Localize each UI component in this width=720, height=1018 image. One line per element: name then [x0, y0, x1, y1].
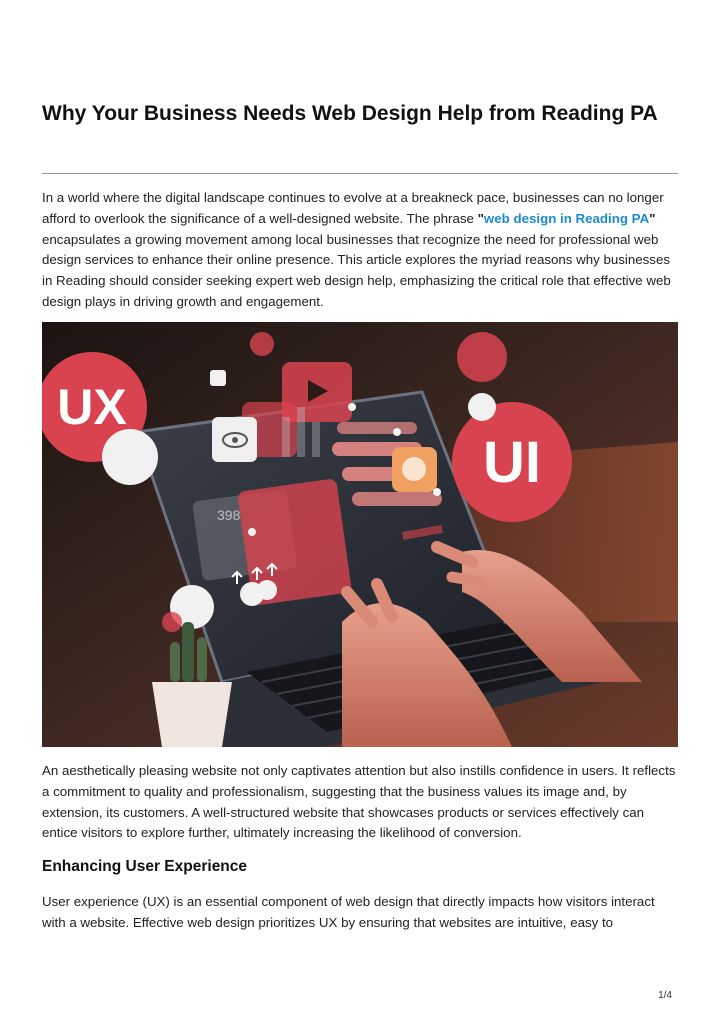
- hero-image: [42, 322, 678, 747]
- intro-text-before: In a world where the digital landscape continues to evolve at a breakneck pace, businesses can no longer afford to overlook the significance of a well-designed website. The phrase: [42, 190, 664, 226]
- intro-text-after: encapsulates a growing movement among local businesses that recognize the need for professional web design services to enhance their online presence. This article explores the myriad reasons why businesses in Reading should consider seeking expert web design help, emphasizing the critical role that effective web design plays in driving growth and engagement.: [42, 231, 671, 309]
- quote-close: ": [649, 210, 656, 226]
- article-title: Why Your Business Needs Web Design Help from Reading PA: [42, 102, 658, 125]
- quote-open: ": [477, 210, 484, 226]
- ux-badge-text: UX: [57, 379, 127, 435]
- web-design-link[interactable]: web design in Reading PA: [483, 210, 650, 226]
- screen-number: 398: [217, 507, 241, 523]
- title-divider: [42, 173, 678, 174]
- page-number: 1/4: [658, 990, 672, 1001]
- intro-paragraph: [42, 188, 678, 313]
- section-heading: Enhancing User Experience: [42, 858, 248, 875]
- paragraph-2: An aesthetically pleasing website not only captivates attention but also instills confidence in users. It reflects a commitment to quality and professionalism, suggesting that the business values its image and, by extension, its customers. A well-structured website that showcases products or services effectively can entice visitors to explore further, ultimately increasing the likelihood of conversion.: [42, 763, 676, 841]
- ui-badge: [452, 402, 572, 522]
- paragraph-3: User experience (UX) is an essential component of web design that directly impacts how visitors interact with a website. Effective web design prioritizes UX by ensuring that websites are intuitive, easy to: [42, 894, 655, 930]
- hero-illustration: [42, 322, 678, 747]
- ui-badge-text: UI: [483, 430, 541, 495]
